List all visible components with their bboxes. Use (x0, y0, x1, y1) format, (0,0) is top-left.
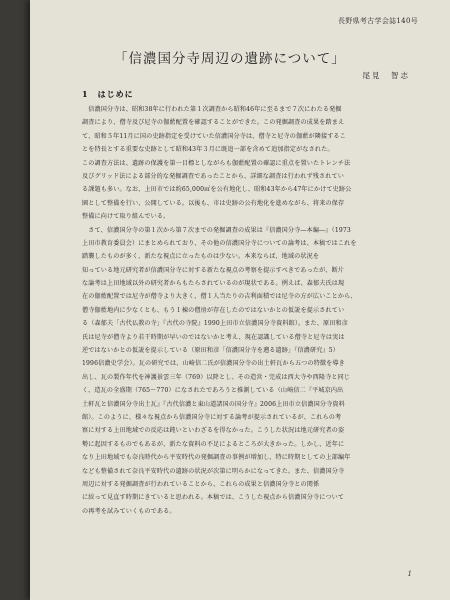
text-line: 勢に起因するものでもあるが、新たな資料の不足によるところが大きかった。しかし、近年に (82, 440, 345, 448)
text-line: 氏は尼寺が僧寺より若干時期が早いのではないかと考え、現在認識している僧寺と尼寺は実は (82, 333, 345, 341)
text-line: 調査により、僧寺及び尼寺の伽藍配置を確認することができた。この発掘調査の成果を踏まえ (82, 119, 345, 127)
page-title: 「信濃国分寺周辺の遺跡について」 (114, 51, 346, 67)
text-line: 周辺に対する発掘調査が行われていることから、これらの成果と信濃国分寺との関係 (82, 480, 320, 488)
text-line: 知っている地元研究者が信濃国分寺に対する新たな視点の考察を提示すべきであったが、断片 (82, 266, 345, 274)
text-line: く、造瓦の全盛期（765～770）になされたであろうと推測している（山崎信二『平城京内出 (82, 387, 344, 395)
text-line: な論考は上田地域以外の研究者からもたらされているのが現状である。例えば、森郁夫氏は現 (82, 280, 345, 288)
text-line: 整備に向けて取り組んでいる。 (82, 213, 170, 221)
text-line: 逆ではないかとの仮説を提示している（原田和彦「信濃国分寺を遡る遺跡」『信濃研究』5） (82, 347, 339, 355)
author-name: 尾見 智志 (362, 71, 410, 80)
text-line: 土軒瓦と信濃国分寺出土瓦』『古代信濃と東山道諸国の国分寺』2006上田市立信濃国分寺資料 (82, 400, 345, 408)
text-line: て、昭和５年11月に国の史跡指定を受けていた信濃国分寺は、僧寺と尼寺の伽藍が隣接するこ (82, 132, 346, 140)
text-line: とを特長とする重要な史跡として昭和43年３月に既追一部を含めて追加指定がなされた。 (82, 146, 334, 154)
section-heading: 1 はじめに (82, 89, 134, 99)
text-line: 及びグリッド法による部分的な発掘調査であったことから、詳細な調査は行われず残されてい (82, 172, 344, 180)
document-page (30, 0, 450, 600)
text-line: 信濃国分寺は、昭和38年に行われた第１次調査から昭和46年に至るまで７次にわたる発掘 (82, 106, 342, 113)
text-line: 在の伽藍配置では尼寺が僧寺より大きく、僧１人当たりの吉利面積では尼寺の方が広いことから、 (82, 293, 357, 301)
text-line: 出し、瓦の製作年代を神護景雲三年（769）以降とし、その造営・完成は西大寺や西隆寺と同じ (82, 373, 351, 381)
body-text (82, 103, 430, 548)
text-line: る（森郁夫「古代仏教の寺」『古代の寺院』1990上田市立信濃国分寺資料館）。また、原田和彦 (82, 320, 349, 328)
text-line: 1996信濃史学会）。瓦の研究では、山崎信二氏が信濃国分寺の出土軒瓦から五つの特徴を導き (82, 360, 345, 368)
text-line: 館）。このように、様々な視点から信濃国分寺に対する論考が提示されているが、これらの考 (82, 413, 342, 421)
page-number: 1 (407, 570, 412, 578)
text-line: なり上田地域でも奈良時代から平安時代の発掘調査の事例が増加し、特に時期としての上部編年 (82, 454, 351, 462)
text-line: 園として整備を行い、公開している。以後も、市は史跡の公有地化を進めながら、将来の保存 (82, 199, 345, 207)
text-line: 僧寺伽藍地内に少なくとも、もう１棟の僧房が存在したのではないかとの仮説を提示されてい (82, 306, 345, 314)
text-line: の再考を試みていくものである。 (82, 507, 176, 515)
text-line: この調査方法は、遺跡の保護を第一目標としながらも伽藍配置の確認に重点を置いたトレンチ法 (82, 159, 351, 167)
text-line: る課題も多い。なお、上田市では約65,000㎡を公有地化し、昭和43年から47年にかけて史跡公 (82, 186, 352, 194)
text-line: なども整備されて奈良平安時代の遺跡の状況が次第に明らかになってきた。また、信濃国分寺 (82, 467, 345, 475)
text-line: 察に対する上田地域での反応は鈍いといわざるを得なかった。こうした状況は地元研究者の姿 (82, 427, 345, 435)
running-header: 長野県考古学会誌140号 (338, 17, 418, 25)
text-line: さて、信濃国分寺の第１次から第７次までの発掘調査の成果は『信濃国分寺―本編―』（1973 (82, 226, 351, 234)
text-line: 上田市教育委員会）にまとめられており、その他の信濃国分寺についての論考は、本稿ではこれを (82, 239, 357, 247)
text-line: に絞って見直す時期にきていると思われる。本稿では、こうした視点から信濃国分寺について (82, 494, 345, 502)
text-line: 踏襲したものが多く、新たな視点に立ったものは少ない。本来ならば、地域の状況を (82, 253, 320, 261)
